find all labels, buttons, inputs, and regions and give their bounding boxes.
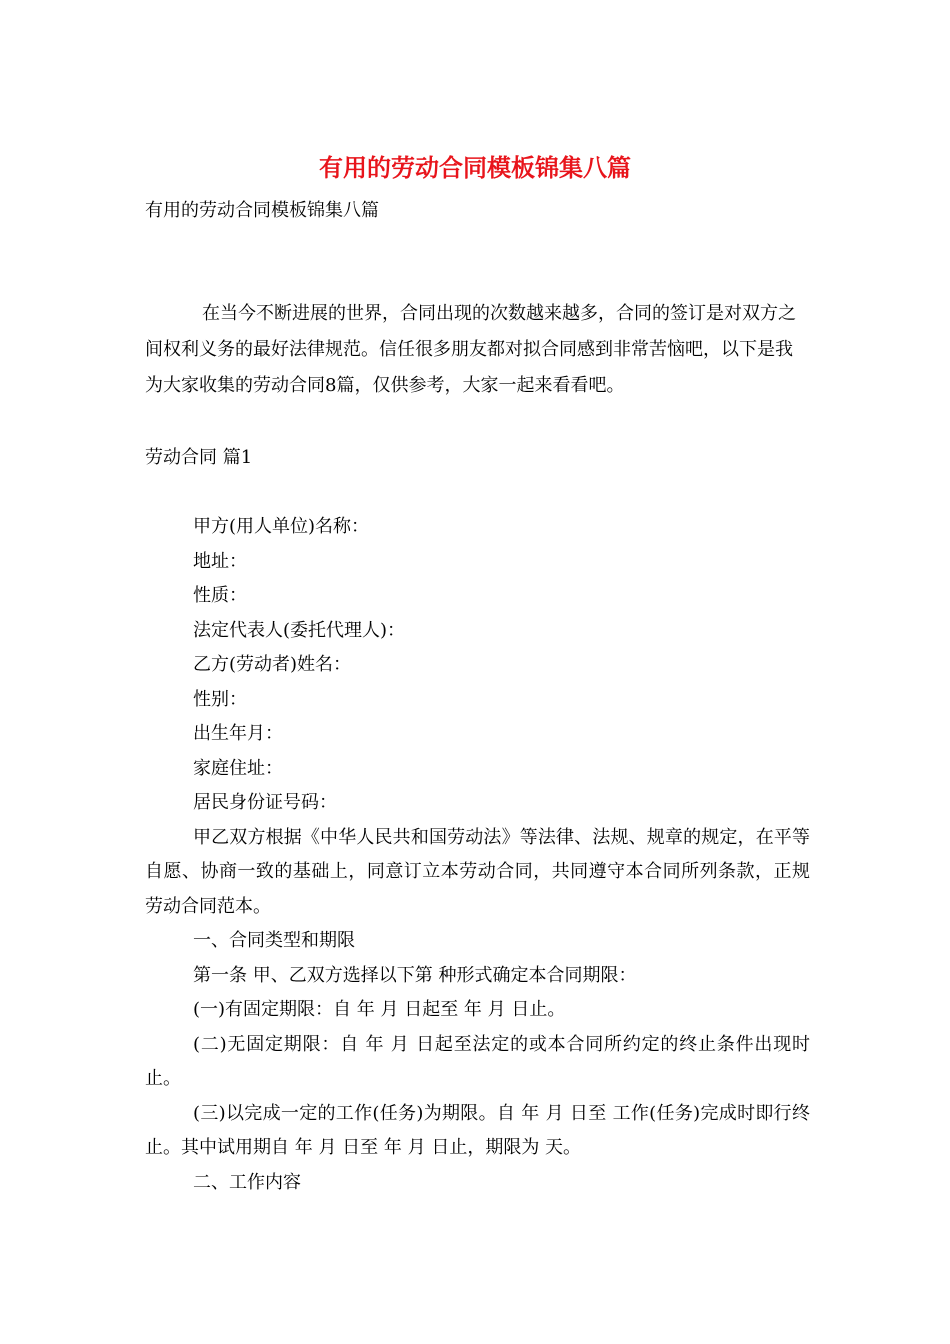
nature-field: 性质：	[193, 585, 247, 606]
document-subtitle: 有用的劳动合同模板锦集八篇	[145, 200, 379, 221]
birth-field: 出生年月：	[193, 723, 283, 744]
id-number-field: 居民身份证号码：	[193, 792, 337, 813]
legal-rep-field: 法定代表人(委托代理人)：	[193, 619, 406, 641]
chapter1-heading: 一、合同类型和期限	[193, 930, 355, 951]
address-field: 地址：	[193, 550, 247, 572]
contract-body	[145, 510, 810, 1200]
intro-paragraph: 在当今不断进展的世界，合同出现的次数越来越多，合同的签订是对双方之间权利义务的最好法律规范。信任很多朋友都对拟合同感到非常苦恼吧，以下是我为大家收集的劳动合同8篇，仅供参考，大家一起来看看吧。	[145, 303, 796, 396]
chapter2-heading: 二、工作内容	[193, 1171, 301, 1193]
agreement-paragraph: 甲乙双方根据《中华人民共和国劳动法》等法律、法规、规章的规定，在平等自愿、协商一致的基础上，同意订立本劳动合同，共同遵守本合同所列条款，正规劳动合同范本。	[145, 826, 810, 917]
term-unfixed: (二)无固定期限：自 年 月 日起至法定的或本合同所约定的终止条件出现时止。	[145, 1033, 810, 1089]
section-heading: 劳动合同 篇1	[145, 447, 253, 468]
article1: 第一条 甲、乙双方选择以下第 种形式确定本合同期限：	[193, 964, 637, 986]
employer-name-field: 甲方(用人单位)名称：	[193, 516, 370, 537]
employee-name-field: 乙方(劳动者)姓名：	[193, 654, 352, 675]
home-address-field: 家庭住址：	[193, 757, 283, 779]
term-task: (三)以完成一定的工作(任务)为期限。自 年 月 日至 工作(任务)完成时即行终止。其中试用期自 年 月 日至 年 月 日止，期限为 天。	[145, 1102, 810, 1158]
term-fixed: (一)有固定期限：自 年 月 日起至 年 月 日止。	[193, 999, 566, 1020]
gender-field: 性别：	[193, 688, 247, 710]
document-title: 有用的劳动合同模板锦集八篇	[319, 153, 631, 182]
